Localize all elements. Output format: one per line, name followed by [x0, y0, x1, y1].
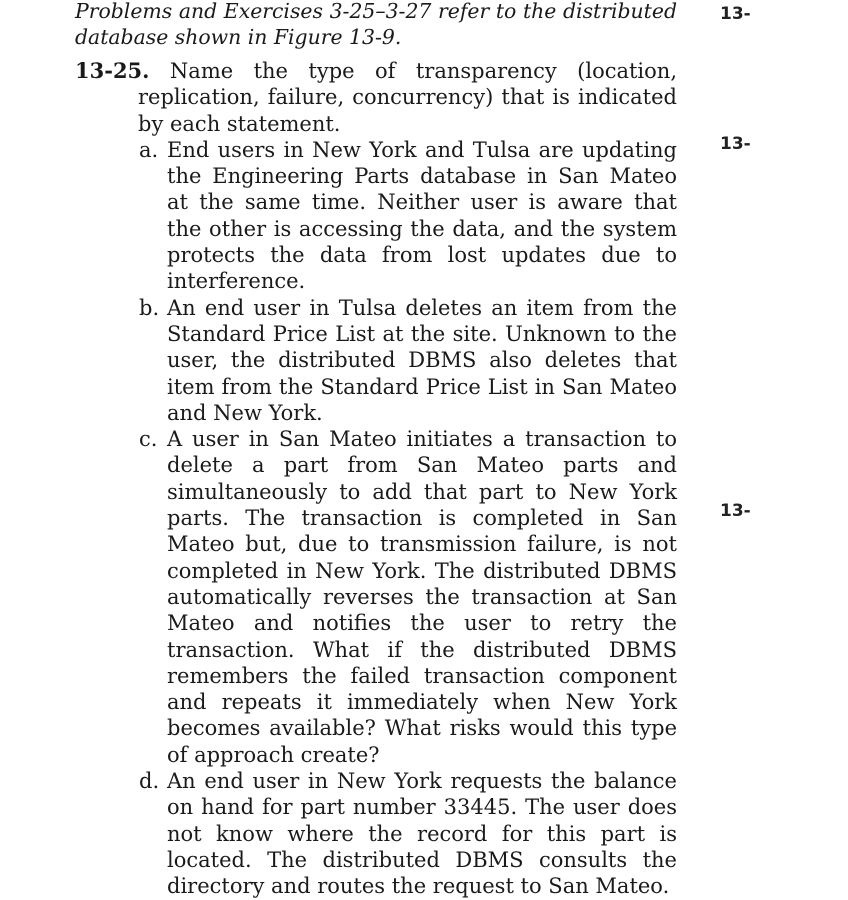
sub-item-c [75, 426, 677, 768]
sub-item-text: End users in New York and Tulsa are updating the Engineering Parts database in San Mateo at the same time. Neither user is aware that the other is accessing the data, and the system protects the data from lost updates due to interference. [167, 137, 677, 294]
sub-item-text: An end user in New York requests the balance on hand for part number 33445. The user does not know where the record for this part is located. The distributed DBMS consults the directory and routes the request to San Mateo. [167, 769, 677, 899]
sub-item-letter: c. [139, 427, 158, 452]
sub-item-list [75, 137, 677, 900]
sub-item-d [75, 768, 677, 899]
problem-number: 13-25. [75, 58, 150, 83]
margin-reference: 13- [720, 501, 751, 521]
problem-text: Name the type of transparency (location, replication, failure, concurrency) that is indicated by each statement. [138, 59, 677, 136]
sub-item-b [75, 295, 677, 426]
sub-item-text: A user in San Mateo initiates a transaction to delete a part from San Mateo parts and simultaneously to add that part to New York parts. The transaction is completed in San Mateo but, due to transmission failure, is not completed in New York. The distributed DBMS automatically reverses the transaction at San Mateo and notifies the user to retry the transaction. What if the distributed DBMS remembers the failed transaction component and repeats it immediately when New York becomes available? What risks would this type of approach create? [167, 427, 677, 767]
margin-reference: 13- [720, 4, 751, 24]
sub-item-letter: a. [139, 137, 159, 162]
problem-header [75, 58, 677, 137]
sub-item-a [75, 137, 677, 295]
sub-item-letter: d. [139, 769, 160, 794]
intro-text: Problems and Exercises 3-25–3-27 refer to the distributed database shown in Figure 13-9. [75, 0, 677, 50]
sub-item-text: An end user in Tulsa deletes an item from the Standard Price List at the site. Unknown to the user, the distributed DBMS also deletes that item from the Standard Price List in San Mateo and New York. [167, 295, 677, 425]
margin-reference: 13- [720, 134, 751, 154]
problem-13-25 [75, 58, 677, 900]
sub-item-letter: b. [139, 295, 160, 320]
